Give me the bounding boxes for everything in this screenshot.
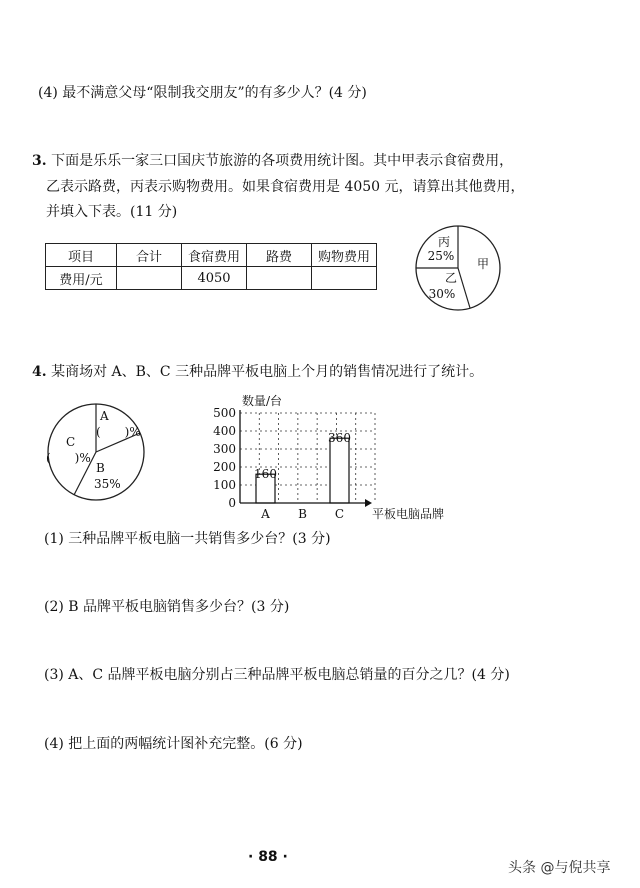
- pie-divider: [458, 268, 470, 308]
- question-4-item-3: (3) A、C 品牌平板电脑分别占三种品牌平板电脑总销量的百分之几？(4 分): [44, 667, 510, 683]
- question-4-item-1: (1) 三种品牌平板电脑一共销售多少台？(3 分): [44, 531, 331, 547]
- fee-table-cell: 4050: [182, 267, 247, 290]
- fee-table-cell: 费用/元: [46, 267, 117, 290]
- x-tick-label: A: [261, 507, 270, 521]
- question-3-line-2: 乙表示路费，丙表示购物费用。如果食宿费用是 4050 元，请算出其他费用，: [46, 179, 525, 195]
- fee-table-cell: [312, 267, 377, 290]
- question-3-text-1: 下面是乐乐一家三口国庆节旅游的各项费用统计图。其中甲表示食宿费用，: [51, 153, 514, 169]
- brand-bar-chart: [200, 385, 460, 525]
- bar-value-label: 160: [254, 467, 277, 482]
- question-3-line-3: 并填入下表。(11 分): [46, 204, 178, 220]
- bar-c: [330, 438, 349, 503]
- pie-label-bing: 丙: [437, 235, 451, 249]
- bar-value-label: 360: [328, 431, 351, 446]
- bar-layer: [254, 431, 351, 503]
- question-4-number: 4.: [32, 364, 47, 380]
- fee-table-header: 项目: [46, 244, 117, 267]
- y-tick-label: 400: [213, 424, 236, 438]
- page-number: · 88 ·: [248, 849, 288, 865]
- pie-label-b: B: [96, 461, 105, 475]
- fee-table-header-row: [46, 244, 377, 267]
- y-tick-label: 300: [213, 442, 236, 456]
- pie-pct-c: ( )%: [46, 451, 91, 465]
- pie-pct-a: ( )%: [96, 425, 141, 439]
- expense-pie-chart: [408, 218, 508, 318]
- y-axis-label: 数量/台: [242, 394, 283, 408]
- pie-label-a: A: [100, 409, 109, 423]
- fee-table-header: 合计: [117, 244, 182, 267]
- pie-pct-b: 35%: [94, 477, 121, 491]
- pie-pct-bing: 25%: [427, 249, 455, 263]
- question-4-item-4: (4) 把上面的两幅统计图补充完整。(6 分): [44, 736, 303, 752]
- pie-pct-yi: 30%: [428, 287, 456, 301]
- fee-table-cell: [117, 267, 182, 290]
- x-axis-label: 平板电脑品牌: [372, 507, 445, 521]
- y-tick-label: 0: [228, 496, 236, 510]
- fee-table-header: 购物费用: [312, 244, 377, 267]
- pie-label-yi: 乙: [444, 271, 458, 285]
- brand-pie-chart: [40, 396, 152, 508]
- watermark: 头条 @与倪共享: [508, 860, 611, 876]
- x-tick-label: B: [298, 507, 307, 521]
- fee-table: [45, 243, 377, 290]
- prev-question-item-4: (4) 最不满意父母“限制我交朋友”的有多少人？(4 分): [38, 85, 367, 101]
- question-3-number: 3.: [32, 153, 47, 169]
- question-4-line-1: [32, 363, 483, 381]
- y-tick-label: 500: [213, 406, 236, 420]
- question-3-line-1: [32, 152, 513, 170]
- question-4-intro: 某商场对 A、B、C 三种品牌平板电脑上个月的销售情况进行了统计。: [51, 364, 484, 380]
- fee-table-row: [46, 267, 377, 290]
- pie-label-jia: 甲: [476, 257, 490, 271]
- x-axis-arrow: [365, 499, 372, 507]
- x-tick-label: C: [334, 507, 345, 521]
- fee-table-header: 路费: [247, 244, 312, 267]
- y-tick-label: 100: [213, 478, 236, 492]
- fee-table-header: 食宿费用: [182, 244, 247, 267]
- y-tick-label: 200: [213, 460, 236, 474]
- pie-label-c: C: [66, 435, 76, 449]
- question-4-item-2: (2) B 品牌平板电脑销售多少台？(3 分): [44, 599, 290, 615]
- fee-table-cell: [247, 267, 312, 290]
